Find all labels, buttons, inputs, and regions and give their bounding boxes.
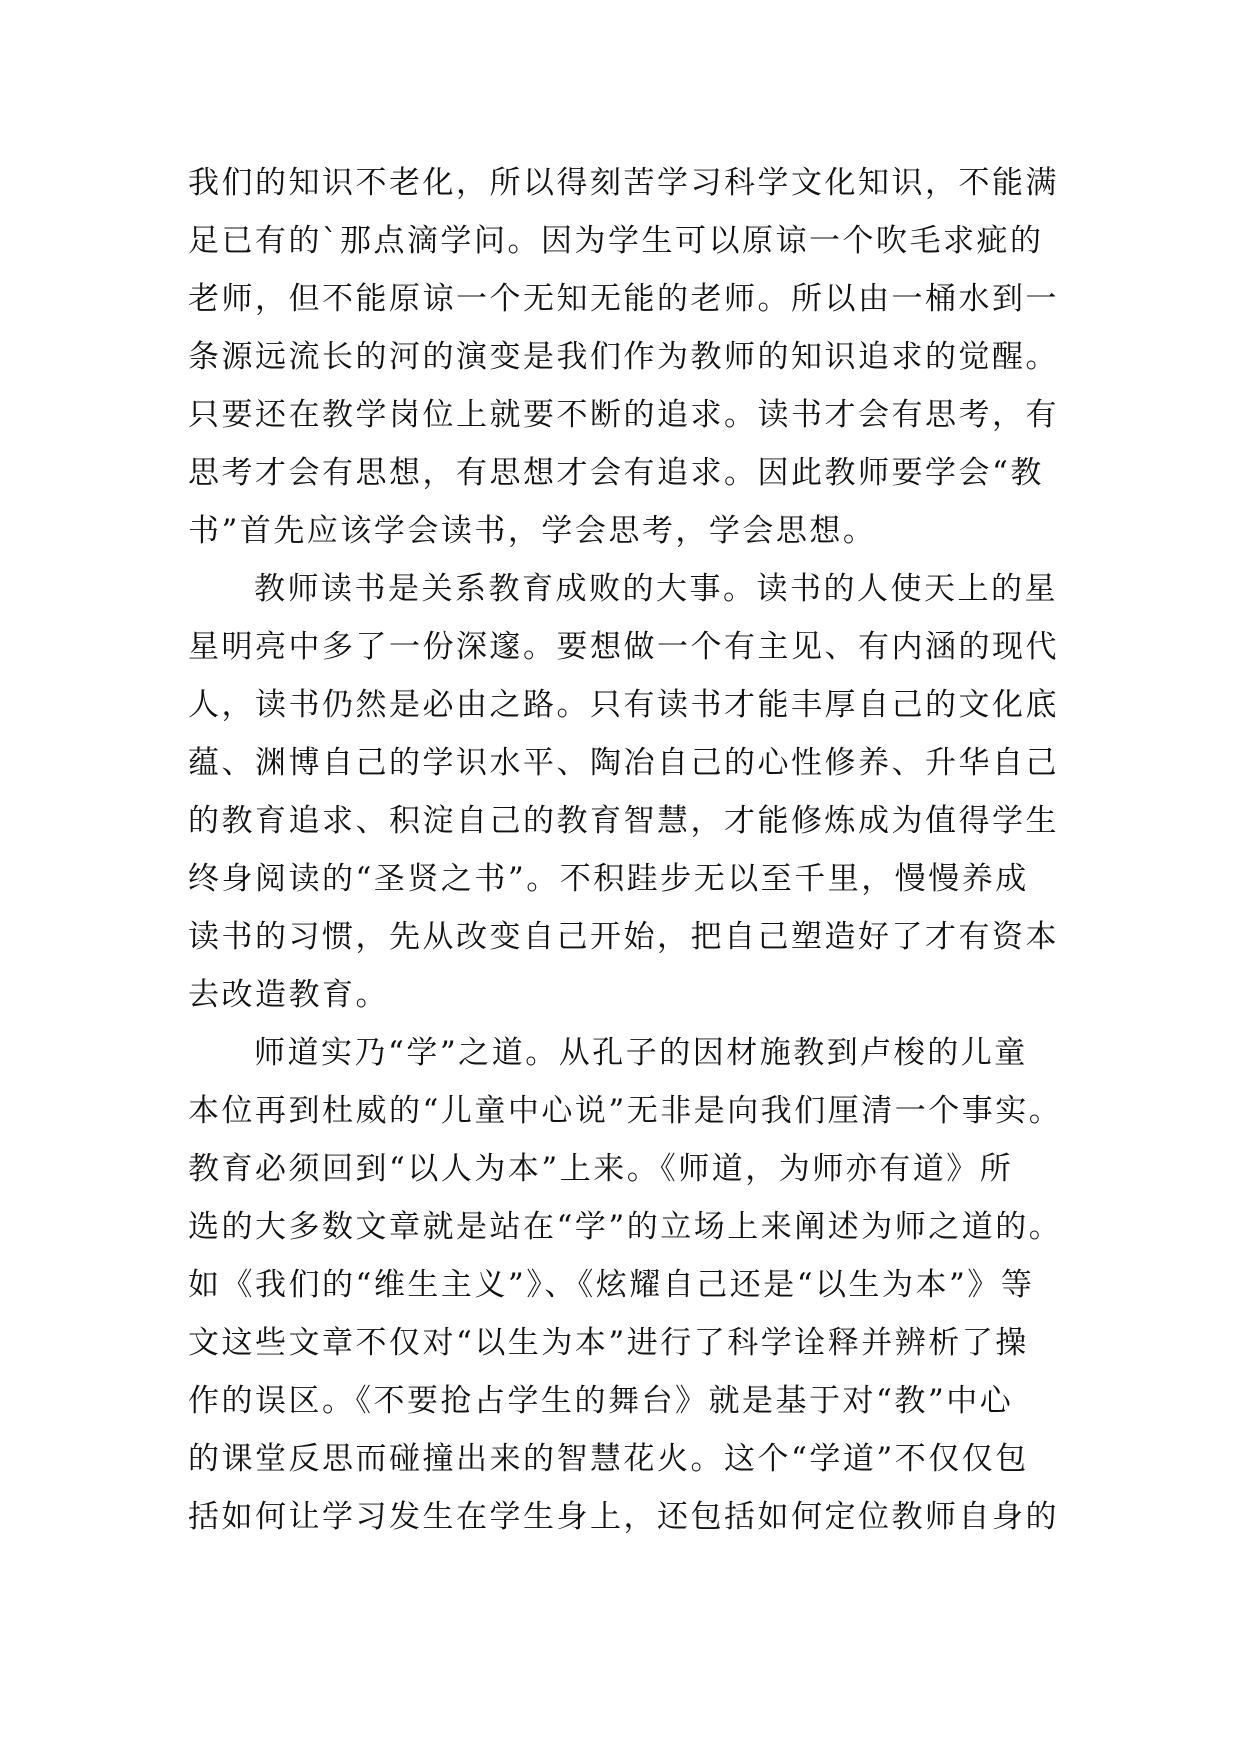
text-line: 本位再到杜威的“儿童中心说”无非是向我们厘清一个事实。 bbox=[188, 1093, 1063, 1129]
text-line: 老师，但不能原谅一个无知无能的老师。所以由一桶水到一 bbox=[188, 281, 1059, 317]
text-line: 去改造教育。 bbox=[188, 977, 389, 1013]
text-line: 作的误区。《不要抢占学生的舞台》就是基于对“教”中心 bbox=[188, 1383, 1014, 1419]
text-line: 选的大多数文章就是站在“学”的立场上来阐述为师之道的。 bbox=[188, 1209, 1063, 1245]
text-line: 星明亮中多了一份深邃。要想做一个有主见、有内涵的现代 bbox=[188, 629, 1059, 665]
text-line: 的教育追求、积淀自己的教育智慧，才能修炼成为值得学生 bbox=[188, 803, 1059, 839]
text-line: 只要还在教学岗位上就要不断的追求。读书才会有思考，有 bbox=[188, 397, 1059, 433]
text-line: 终身阅读的“圣贤之书”。不积跬步无以至千里，慢慢养成 bbox=[188, 861, 1029, 897]
text-line: 文这些文章不仅对“以生为本”进行了科学诠释并辨析了操 bbox=[188, 1325, 1029, 1361]
text-line: 思考才会有思想，有思想才会有追求。因此教师要学会“教 bbox=[188, 455, 1044, 491]
text-line: 条源远流长的河的演变是我们作为教师的知识追求的觉醒。 bbox=[188, 339, 1059, 375]
text-line: 蕴、渊博自己的学识水平、陶冶自己的心性修养、升华自己 bbox=[188, 745, 1059, 781]
paragraph-start-line: 教师读书是关系教育成败的大事。读书的人使天上的星 bbox=[254, 571, 1058, 607]
text-line: 括如何让学习发生在学生身上，还包括如何定位教师自身的 bbox=[188, 1499, 1059, 1535]
text-line: 读书的习惯，先从改变自己开始，把自己塑造好了才有资本 bbox=[188, 919, 1059, 955]
text-line: 书”首先应该学会读书，学会思考，学会思想。 bbox=[188, 513, 877, 549]
text-line: 的课堂反思而碰撞出来的智慧花火。这个“学道”不仅仅包 bbox=[188, 1441, 1029, 1477]
text-line: 人，读书仍然是必由之路。只有读书才能丰厚自己的文化底 bbox=[188, 687, 1059, 723]
body-text bbox=[188, 154, 1068, 1546]
text-line: 如《我们的“维生主义”》、《炫耀自己还是“以生为本”》等 bbox=[188, 1267, 1035, 1303]
text-line: 我们的知识不老化，所以得刻苦学习科学文化知识，不能满 bbox=[188, 165, 1059, 201]
paragraph-start-line: 师道实乃“学”之道。从孔子的因材施教到卢梭的儿童 bbox=[254, 1035, 1028, 1071]
text-line: 足已有的`那点滴学问。因为学生可以原谅一个吹毛求疵的 bbox=[188, 223, 1044, 259]
text-line: 教育必须回到“以人为本”上来。《师道，为师亦有道》所 bbox=[188, 1151, 1014, 1187]
